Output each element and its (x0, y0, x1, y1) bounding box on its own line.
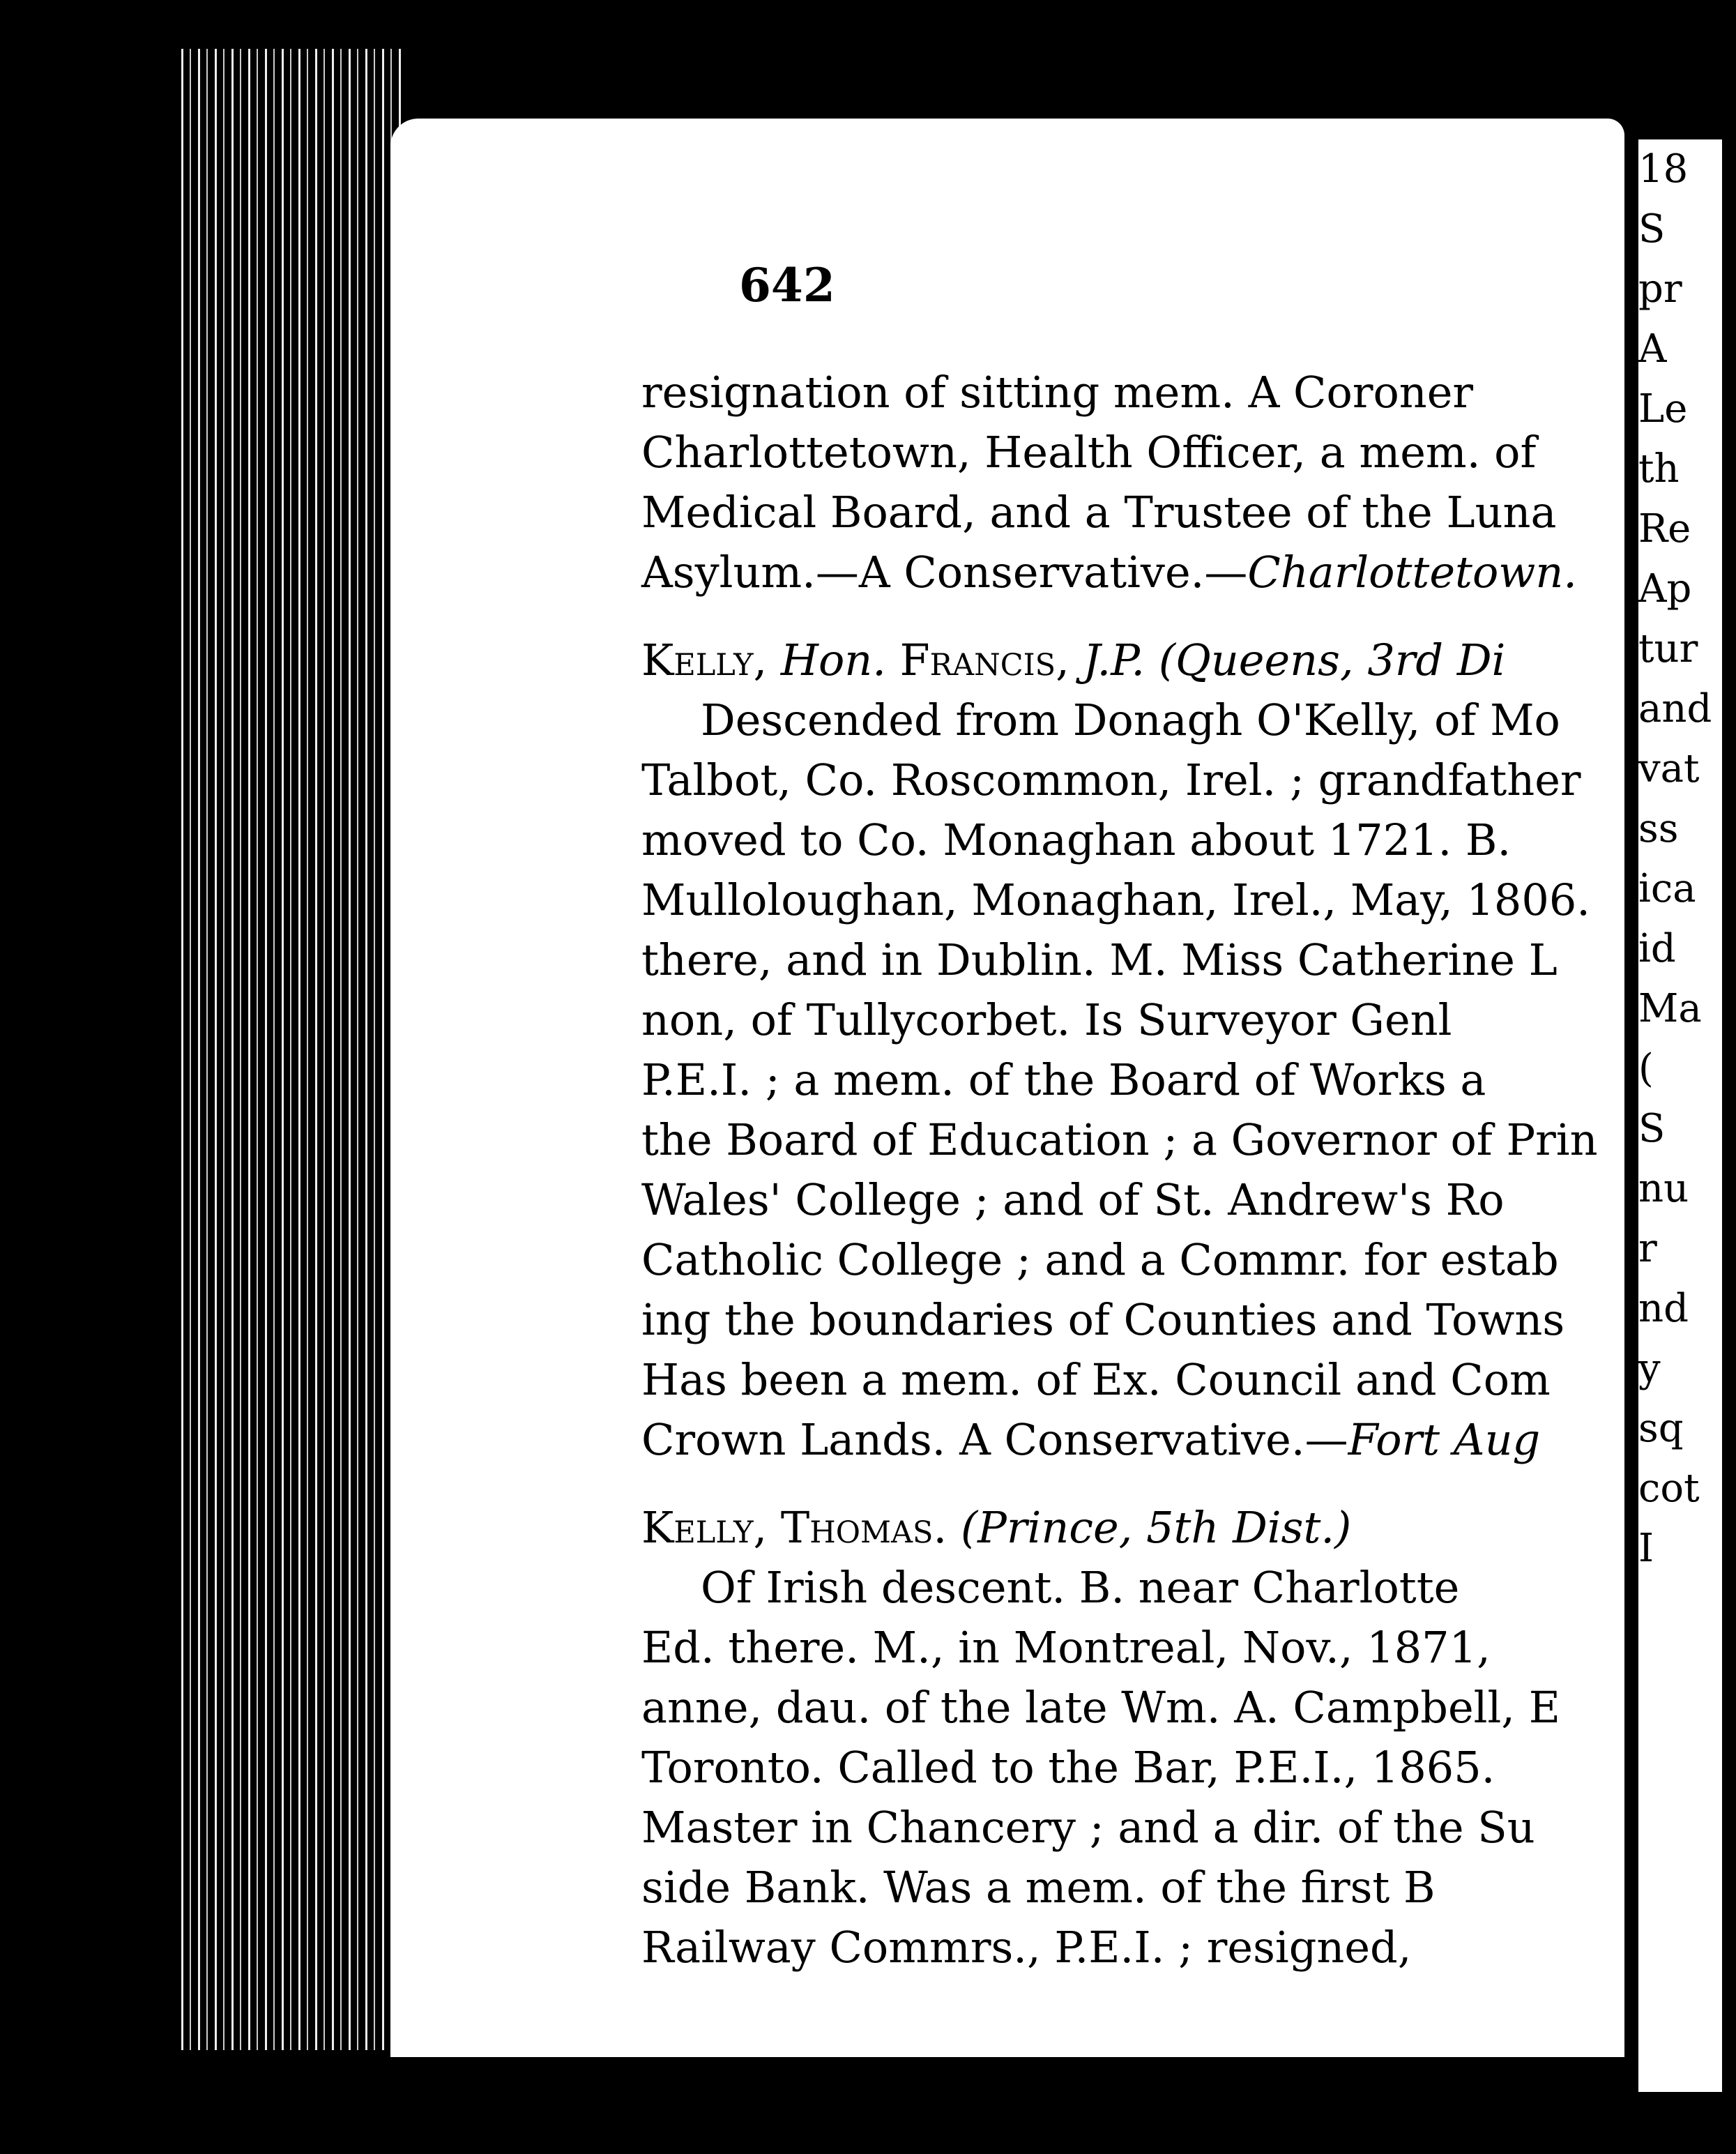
fragment-line: Ap (1638, 566, 1692, 612)
fragment-line: cot (1638, 1466, 1700, 1511)
text-line: there, and in Dublin. M. Miss Catherine L (641, 934, 1558, 985)
page-number: 642 (739, 258, 835, 312)
fragment-line: y (1638, 1346, 1661, 1391)
fragment-line: Re (1638, 506, 1691, 552)
fragment-line: r (1638, 1226, 1657, 1271)
entry-heading (641, 630, 1590, 690)
gutter-shadow (1624, 139, 1640, 2092)
fragment-line: nu (1638, 1166, 1689, 1211)
text-segment: Asylum.—A Conservative.— (641, 547, 1248, 598)
page-text (641, 363, 1598, 1978)
text-line: Has been a mem. of Ex. Council and Com (641, 1354, 1551, 1405)
text-line: Talbot, Co. Roscommon, Irel. ; grandfather (641, 754, 1581, 805)
fragment-line: S (1638, 1106, 1666, 1151)
residence: Fort Aug (1348, 1414, 1541, 1465)
fragment-line: ( (1638, 1046, 1654, 1091)
text-line: Charlottetown, Health Officer, a mem. of (641, 427, 1537, 478)
text-line: P.E.I. ; a mem. of the Board of Works a (641, 1054, 1486, 1105)
entry-name: Kelly, Thomas. (641, 1502, 947, 1553)
text-line: Toronto. Called to the Bar, P.E.I., 1865. (641, 1742, 1495, 1793)
fragment-line: Ma (1638, 986, 1702, 1031)
fragment-line: nd (1638, 1286, 1689, 1331)
fragment-line: tur (1638, 626, 1698, 672)
entry-honorific: Hon. (780, 635, 886, 685)
entry-district: (Queens, 3rd Di (1158, 635, 1506, 685)
text-line: Mulloloughan, Monaghan, Irel., May, 1806. (641, 874, 1590, 925)
text-line: side Bank. Was a mem. of the first B (641, 1862, 1436, 1913)
text-line: moved to Co. Monaghan about 1721. B. (641, 814, 1512, 865)
text-line: resignation of sitting mem. A Coroner (641, 367, 1474, 418)
text-line: Ed. there. M., in Montreal, Nov., 1871, (641, 1622, 1491, 1673)
fragment-line: Le (1638, 386, 1688, 432)
entry-heading (641, 1498, 1590, 1558)
text-segment: Crown Lands. A Conservative.— (641, 1414, 1348, 1465)
text-line: the Board of Education ; a Governor of Prin (641, 1114, 1598, 1165)
fragment-line: th (1638, 446, 1680, 492)
fragment-line: I (1638, 1526, 1654, 1571)
fragment-line: ica (1638, 866, 1696, 911)
text-line: ing the boundaries of Counties and Towns (641, 1294, 1565, 1345)
residence: Charlottetown. (1247, 547, 1577, 598)
entry-title: J.P. (1083, 635, 1145, 685)
facing-page-fragment (1638, 139, 1722, 2092)
fragment-line: S (1638, 206, 1666, 252)
text-line: Master in Chancery ; and a dir. of the Su (641, 1802, 1535, 1853)
fragment-line: and (1638, 686, 1712, 731)
text-line: non, of Tullycorbet. Is Surveyor Genl (641, 994, 1452, 1045)
text-line (641, 543, 1590, 602)
text-line: Of Irish descent. B. near Charlotte (701, 1562, 1460, 1613)
fragment-line: id (1638, 926, 1676, 971)
text-line: anne, dau. of the late Wm. A. Campbell, E (641, 1682, 1560, 1733)
fragment-line: sq (1638, 1406, 1684, 1451)
entry-given-name: Francis, (899, 635, 1069, 685)
text-line: Medical Board, and a Trustee of the Luna (641, 487, 1557, 538)
text-line: Catholic College ; and a Commr. for estab (641, 1234, 1559, 1285)
fragment-line: pr (1638, 266, 1682, 312)
fragment-line: 18 (1638, 146, 1689, 192)
fragment-line: vat (1638, 746, 1700, 791)
text-line: Wales' College ; and of St. Andrew's Ro (641, 1174, 1505, 1225)
book-page-edges (174, 49, 404, 2050)
text-line: Descended from Donagh O'Kelly, of Mo (701, 695, 1560, 745)
text-line: Railway Commrs., P.E.I. ; resigned, (641, 1922, 1412, 1973)
text-line (641, 1410, 1590, 1470)
entry-surname: Kelly, (641, 635, 768, 685)
fragment-line: A (1638, 326, 1667, 372)
entry-district: (Prince, 5th Dist.) (960, 1502, 1352, 1553)
fragment-line: ss (1638, 806, 1679, 851)
